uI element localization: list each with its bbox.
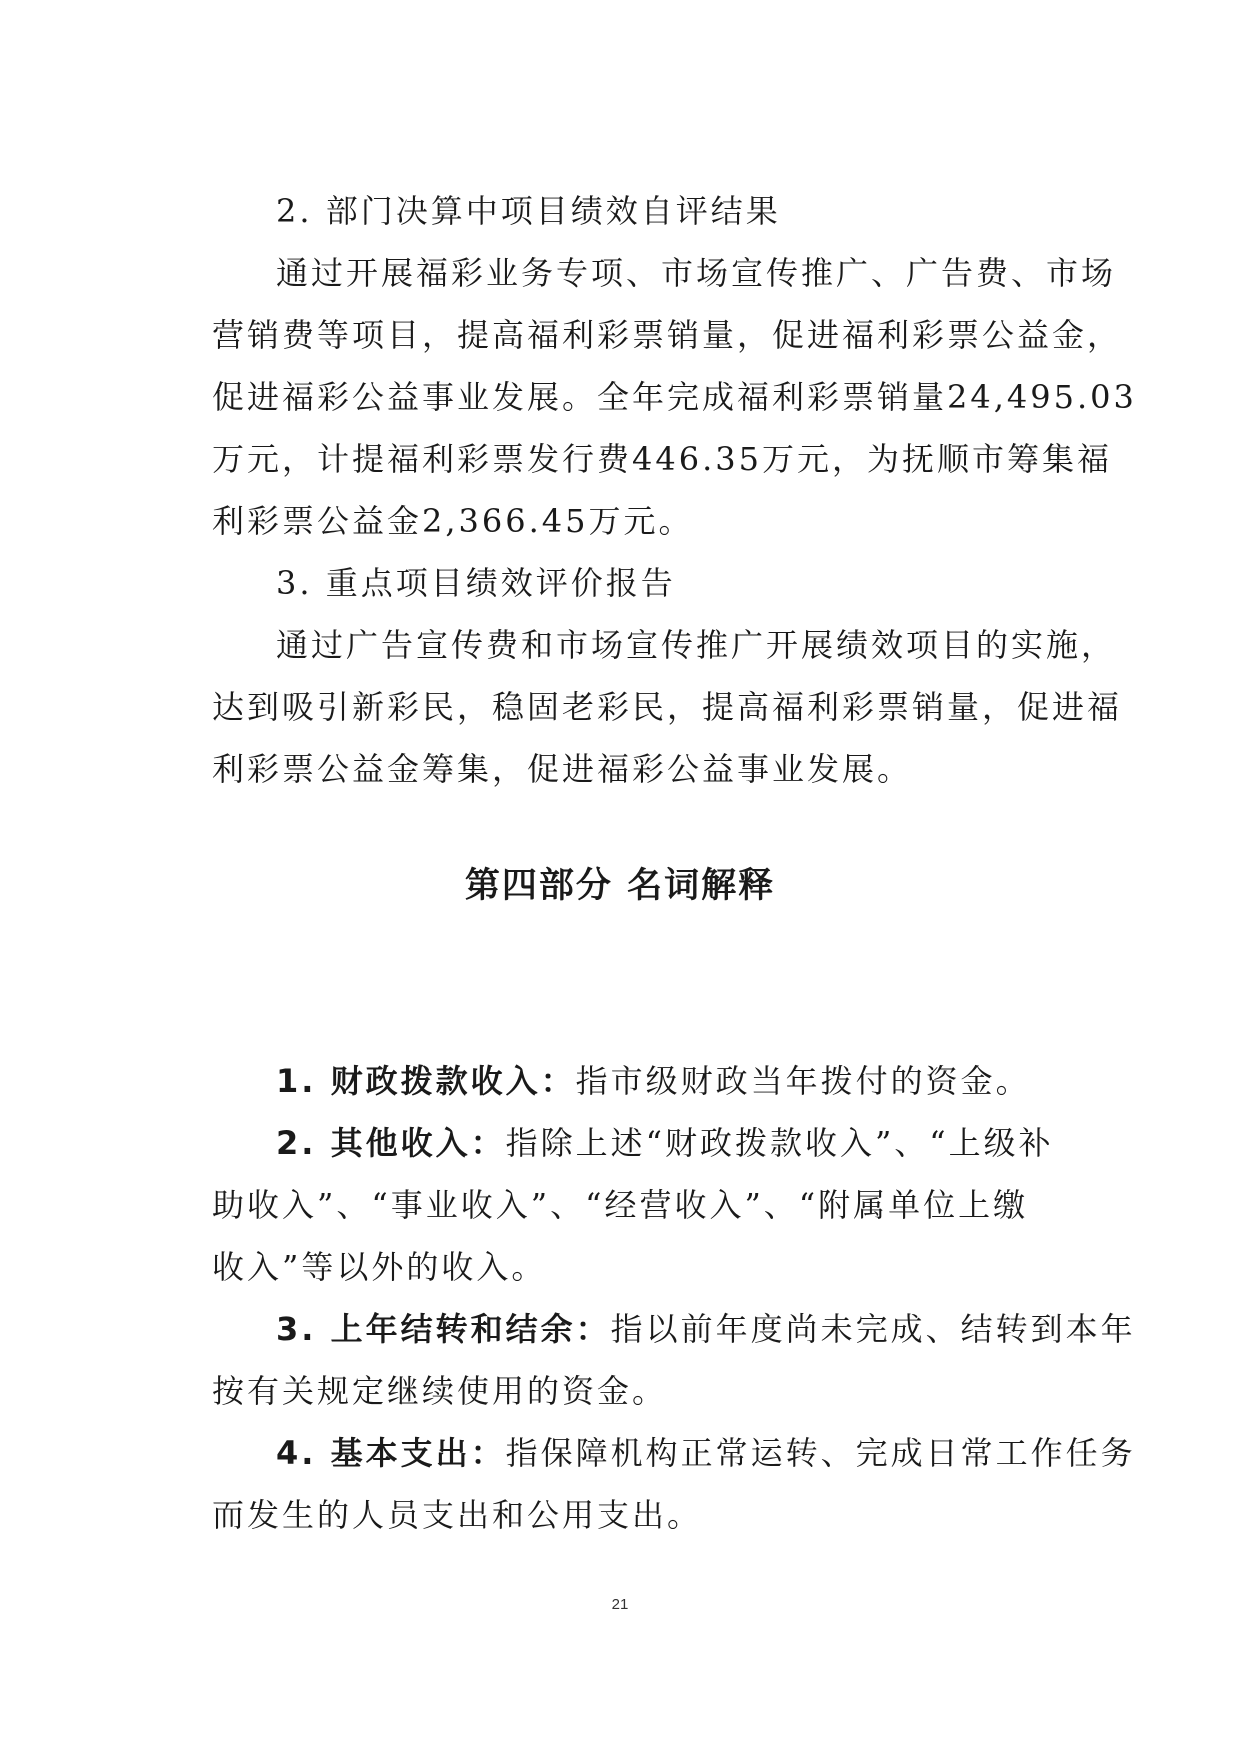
item2-line-1: 通过开展福彩业务专项、市场宣传推广、广告费、市场 <box>276 254 1117 292</box>
definition-term: 2. 其他收入： <box>276 1124 506 1162</box>
item3-line-2: 达到吸引新彩民，稳固老彩民，提高福利彩票销量，促进福 <box>212 688 1123 726</box>
definition-text: 指除上述“财政拨款收入”、“上级补 <box>505 1124 1054 1162</box>
item2-line-5: 利彩票公益金2,366.45万元。 <box>212 502 694 540</box>
definitions-section <box>212 1050 1136 1546</box>
definition-2 <box>212 1112 1054 1174</box>
item2-line-3: 促进福彩公益事业发展。全年完成福利彩票销量24,495.03 <box>212 378 1137 416</box>
item3-line-1: 通过广告宣传费和市场宣传推广开展绩效项目的实施， <box>276 626 1117 664</box>
item3-title: 3. 重点项目绩效评价报告 <box>276 564 676 602</box>
definition-2-line-3: 收入”等以外的收入。 <box>212 1248 547 1286</box>
definition-term: 3. 上年结转和结余： <box>276 1310 611 1348</box>
part4-heading: 第四部分 名词解释 <box>464 866 776 906</box>
item2-line-2: 营销费等项目，提高福利彩票销量，促进福利彩票公益金， <box>212 316 1123 354</box>
definition-1 <box>212 1050 1042 1112</box>
definition-term: 1. 财政拨款收入： <box>276 1062 576 1100</box>
item2-line-4: 万元，计提福利彩票发行费446.35万元，为抚顺市筹集福 <box>212 440 1112 478</box>
page-number: 21 <box>611 1596 629 1613</box>
item2-title: 2. 部门决算中项目绩效自评结果 <box>276 192 781 230</box>
definition-2-line-2: 助收入”、“事业收入”、“经营收入”、“附属单位上缴 <box>212 1186 1029 1224</box>
item3-line-3: 利彩票公益金筹集，促进福彩公益事业发展。 <box>212 750 913 788</box>
definition-3 <box>212 1298 1136 1360</box>
definition-4-line-2: 而发生的人员支出和公用支出。 <box>212 1496 703 1534</box>
performance-section <box>212 180 1137 800</box>
definition-text: 指保障机构正常运转、完成日常工作任务 <box>505 1434 1136 1472</box>
definition-3-line-2: 按有关规定继续使用的资金。 <box>212 1372 668 1410</box>
definition-4 <box>212 1422 1136 1484</box>
definition-text: 指市级财政当年拨付的资金。 <box>575 1062 1031 1100</box>
definition-term: 4. 基本支出： <box>276 1434 506 1472</box>
definition-text: 指以前年度尚未完成、结转到本年 <box>610 1310 1136 1348</box>
